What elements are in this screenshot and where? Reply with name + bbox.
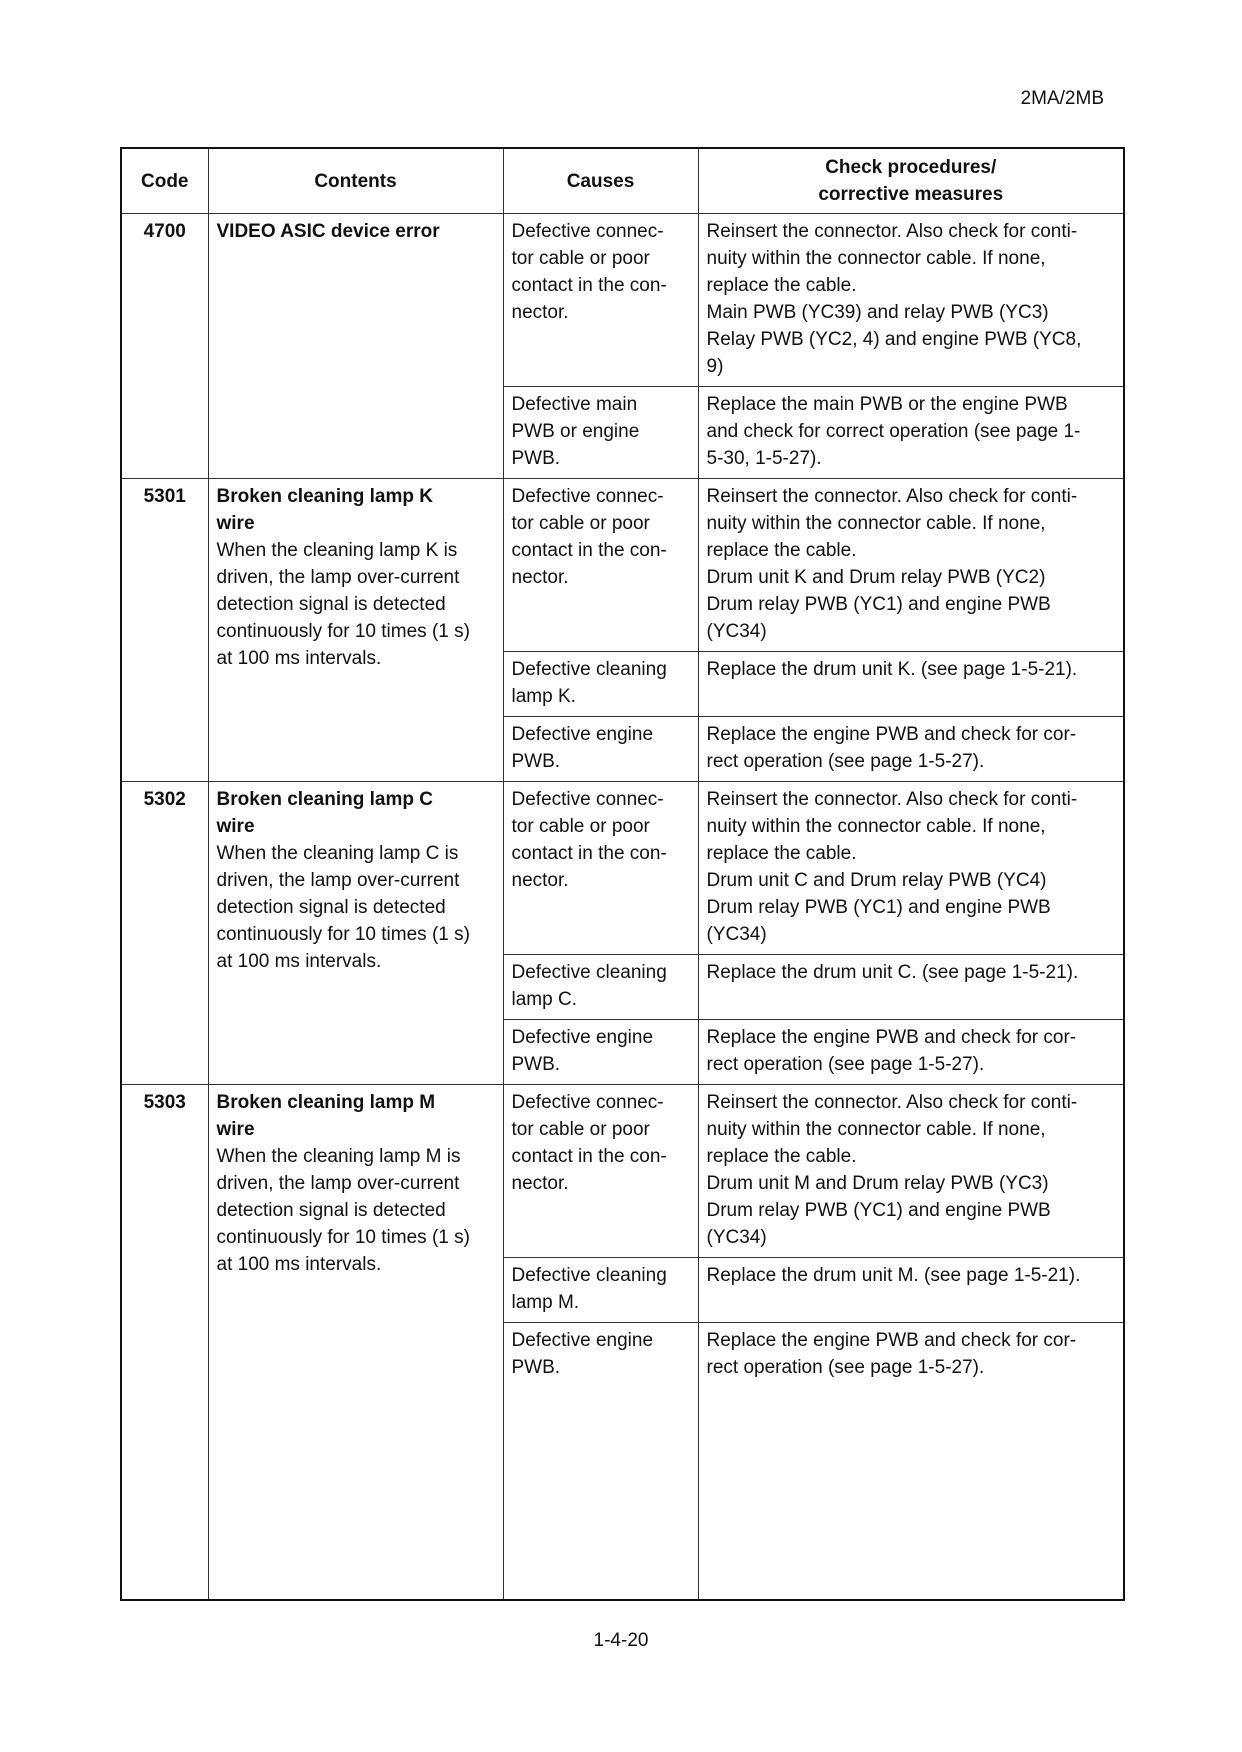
measure-cell	[698, 479, 1124, 652]
measure-line: Replace the engine PWB and check for cor-	[706, 1330, 1077, 1351]
cause-line: tor cable or poor	[511, 816, 650, 837]
contents-title-line: Broken cleaning lamp C	[216, 789, 433, 810]
cause-line: contact in the con-	[511, 540, 667, 561]
cause-cell	[503, 1020, 698, 1085]
contents-desc-line: driven, the lamp over-current	[216, 567, 460, 588]
measure-line: Relay PWB (YC2, 4) and engine PWB (YC8,	[706, 329, 1082, 350]
measure-cell	[698, 1258, 1124, 1323]
cause-line: Defective cleaning	[511, 659, 667, 680]
cause-line: contact in the con-	[511, 1146, 667, 1167]
measure-line: nuity within the connector cable. If none,	[706, 248, 1046, 269]
measure-cell	[698, 782, 1124, 955]
measure-line: Replace the drum unit K. (see page 1-5-21).	[706, 659, 1078, 680]
header-contents: Contents	[208, 148, 503, 214]
cause-line: Defective main	[511, 394, 638, 415]
measure-line: rect operation (see page 1-5-27).	[706, 1357, 985, 1378]
contents-desc-line: at 100 ms intervals.	[216, 648, 382, 669]
cause-line: nector.	[511, 302, 569, 323]
error-code-cell: 5302	[121, 782, 208, 1085]
contents-desc-line: detection signal is detected	[216, 897, 446, 918]
measure-line: 9)	[706, 356, 724, 377]
contents-desc-line: When the cleaning lamp M is	[216, 1146, 461, 1167]
cause-cell	[503, 479, 698, 652]
measure-line: nuity within the connector cable. If none,	[706, 1119, 1046, 1140]
cause-cell	[503, 1323, 698, 1601]
error-code-cell: 4700	[121, 214, 208, 479]
contents-desc-line: continuously for 10 times (1 s)	[216, 1227, 470, 1248]
error-code-table	[120, 147, 1125, 1601]
cause-line: contact in the con-	[511, 275, 667, 296]
measure-line: nuity within the connector cable. If none,	[706, 816, 1046, 837]
cause-line: Defective connec-	[511, 789, 664, 810]
measure-cell	[698, 955, 1124, 1020]
table-row	[121, 214, 1124, 387]
header-causes: Causes	[503, 148, 698, 214]
contents-desc-line: When the cleaning lamp K is	[216, 540, 458, 561]
contents-desc-line: continuously for 10 times (1 s)	[216, 924, 470, 945]
contents-title-line: wire	[216, 816, 255, 837]
table-row	[121, 479, 1124, 652]
table-body	[121, 214, 1124, 1601]
measure-line: Drum relay PWB (YC1) and engine PWB	[706, 594, 1051, 615]
measure-line: rect operation (see page 1-5-27).	[706, 1054, 985, 1075]
error-code-cell: 5303	[121, 1085, 208, 1601]
cause-line: PWB.	[511, 1054, 561, 1075]
measure-line: replace the cable.	[706, 843, 857, 864]
measure-line: replace the cable.	[706, 275, 857, 296]
measure-cell	[698, 214, 1124, 387]
measure-line: replace the cable.	[706, 540, 857, 561]
cause-line: PWB or engine	[511, 421, 640, 442]
cause-line: nector.	[511, 1173, 569, 1194]
cause-cell	[503, 955, 698, 1020]
measure-line: Drum relay PWB (YC1) and engine PWB	[706, 1200, 1051, 1221]
measure-line: Replace the engine PWB and check for cor-	[706, 724, 1077, 745]
measure-line: Drum relay PWB (YC1) and engine PWB	[706, 897, 1051, 918]
cause-line: lamp C.	[511, 989, 577, 1010]
measure-cell	[698, 1085, 1124, 1258]
table-header-row	[121, 148, 1124, 214]
contents-desc-line: detection signal is detected	[216, 1200, 446, 1221]
measure-cell	[698, 1323, 1124, 1601]
measure-line: Replace the main PWB or the engine PWB	[706, 394, 1068, 415]
measure-line: Drum unit C and Drum relay PWB (YC4)	[706, 870, 1047, 891]
measure-line: Replace the engine PWB and check for cor-	[706, 1027, 1077, 1048]
measure-line: and check for correct operation (see page 1-	[706, 421, 1081, 442]
cause-line: lamp M.	[511, 1292, 580, 1313]
measure-line: replace the cable.	[706, 1146, 857, 1167]
contents-desc-line: driven, the lamp over-current	[216, 870, 460, 891]
cause-cell	[503, 1085, 698, 1258]
table-row	[121, 782, 1124, 955]
cause-line: Defective engine	[511, 724, 654, 745]
cause-line: nector.	[511, 870, 569, 891]
measure-line: (YC34)	[706, 621, 767, 642]
cause-line: Defective connec-	[511, 486, 664, 507]
cause-line: nector.	[511, 567, 569, 588]
cause-cell	[503, 652, 698, 717]
contents-title-line: VIDEO ASIC device error	[216, 221, 440, 242]
cause-line: tor cable or poor	[511, 248, 650, 269]
cause-cell	[503, 1258, 698, 1323]
measure-line: Replace the drum unit C. (see page 1-5-21).	[706, 962, 1079, 983]
contents-title-line: Broken cleaning lamp K	[216, 486, 433, 507]
cause-line: tor cable or poor	[511, 513, 650, 534]
contents-desc-line: detection signal is detected	[216, 594, 446, 615]
contents-cell	[208, 782, 503, 1085]
measure-cell	[698, 387, 1124, 479]
page-number: 1-4-20	[593, 1630, 649, 1651]
cause-line: PWB.	[511, 751, 561, 772]
cause-line: contact in the con-	[511, 843, 667, 864]
measure-line: Drum unit M and Drum relay PWB (YC3)	[706, 1173, 1049, 1194]
cause-line: Defective connec-	[511, 221, 664, 242]
header-check-line-1: Check procedures/	[825, 157, 997, 178]
cause-cell	[503, 387, 698, 479]
measure-line: (YC34)	[706, 924, 767, 945]
measure-line: Main PWB (YC39) and relay PWB (YC3)	[706, 302, 1049, 323]
measure-cell	[698, 717, 1124, 782]
error-code-cell: 5301	[121, 479, 208, 782]
cause-line: Defective engine	[511, 1330, 654, 1351]
measure-line: Replace the drum unit M. (see page 1-5-21).	[706, 1265, 1081, 1286]
cause-line: Defective cleaning	[511, 1265, 667, 1286]
contents-desc-line: at 100 ms intervals.	[216, 1254, 382, 1275]
page-id: 2MA/2MB	[1020, 88, 1104, 109]
measure-line: 5-30, 1-5-27).	[706, 448, 822, 469]
measure-cell	[698, 1020, 1124, 1085]
measure-line: Reinsert the connector. Also check for conti-	[706, 1092, 1078, 1113]
cause-line: Defective connec-	[511, 1092, 664, 1113]
contents-cell	[208, 479, 503, 782]
header-check-line-2: corrective measures	[818, 184, 1004, 205]
measure-line: (YC34)	[706, 1227, 767, 1248]
contents-desc-line: driven, the lamp over-current	[216, 1173, 460, 1194]
cause-line: lamp K.	[511, 686, 576, 707]
cause-line: tor cable or poor	[511, 1119, 650, 1140]
cause-line: Defective engine	[511, 1027, 654, 1048]
contents-desc-line: continuously for 10 times (1 s)	[216, 621, 470, 642]
measure-line: Reinsert the connector. Also check for conti-	[706, 486, 1078, 507]
contents-title-line: Broken cleaning lamp M	[216, 1092, 436, 1113]
measure-line: Reinsert the connector. Also check for conti-	[706, 789, 1078, 810]
contents-title-line: wire	[216, 513, 255, 534]
contents-cell	[208, 1085, 503, 1601]
header-check-procedures	[698, 148, 1124, 214]
cause-line: PWB.	[511, 448, 561, 469]
cause-cell	[503, 717, 698, 782]
cause-line: PWB.	[511, 1357, 561, 1378]
header-code: Code	[121, 148, 208, 214]
measure-cell	[698, 652, 1124, 717]
measure-line: Reinsert the connector. Also check for conti-	[706, 221, 1078, 242]
measure-line: nuity within the connector cable. If none,	[706, 513, 1046, 534]
measure-line: rect operation (see page 1-5-27).	[706, 751, 985, 772]
contents-title-line: wire	[216, 1119, 255, 1140]
cause-cell	[503, 214, 698, 387]
contents-cell	[208, 214, 503, 479]
cause-line: Defective cleaning	[511, 962, 667, 983]
cause-cell	[503, 782, 698, 955]
contents-desc-line: at 100 ms intervals.	[216, 951, 382, 972]
measure-line: Drum unit K and Drum relay PWB (YC2)	[706, 567, 1046, 588]
contents-desc-line: When the cleaning lamp C is	[216, 843, 459, 864]
table-row	[121, 1085, 1124, 1258]
